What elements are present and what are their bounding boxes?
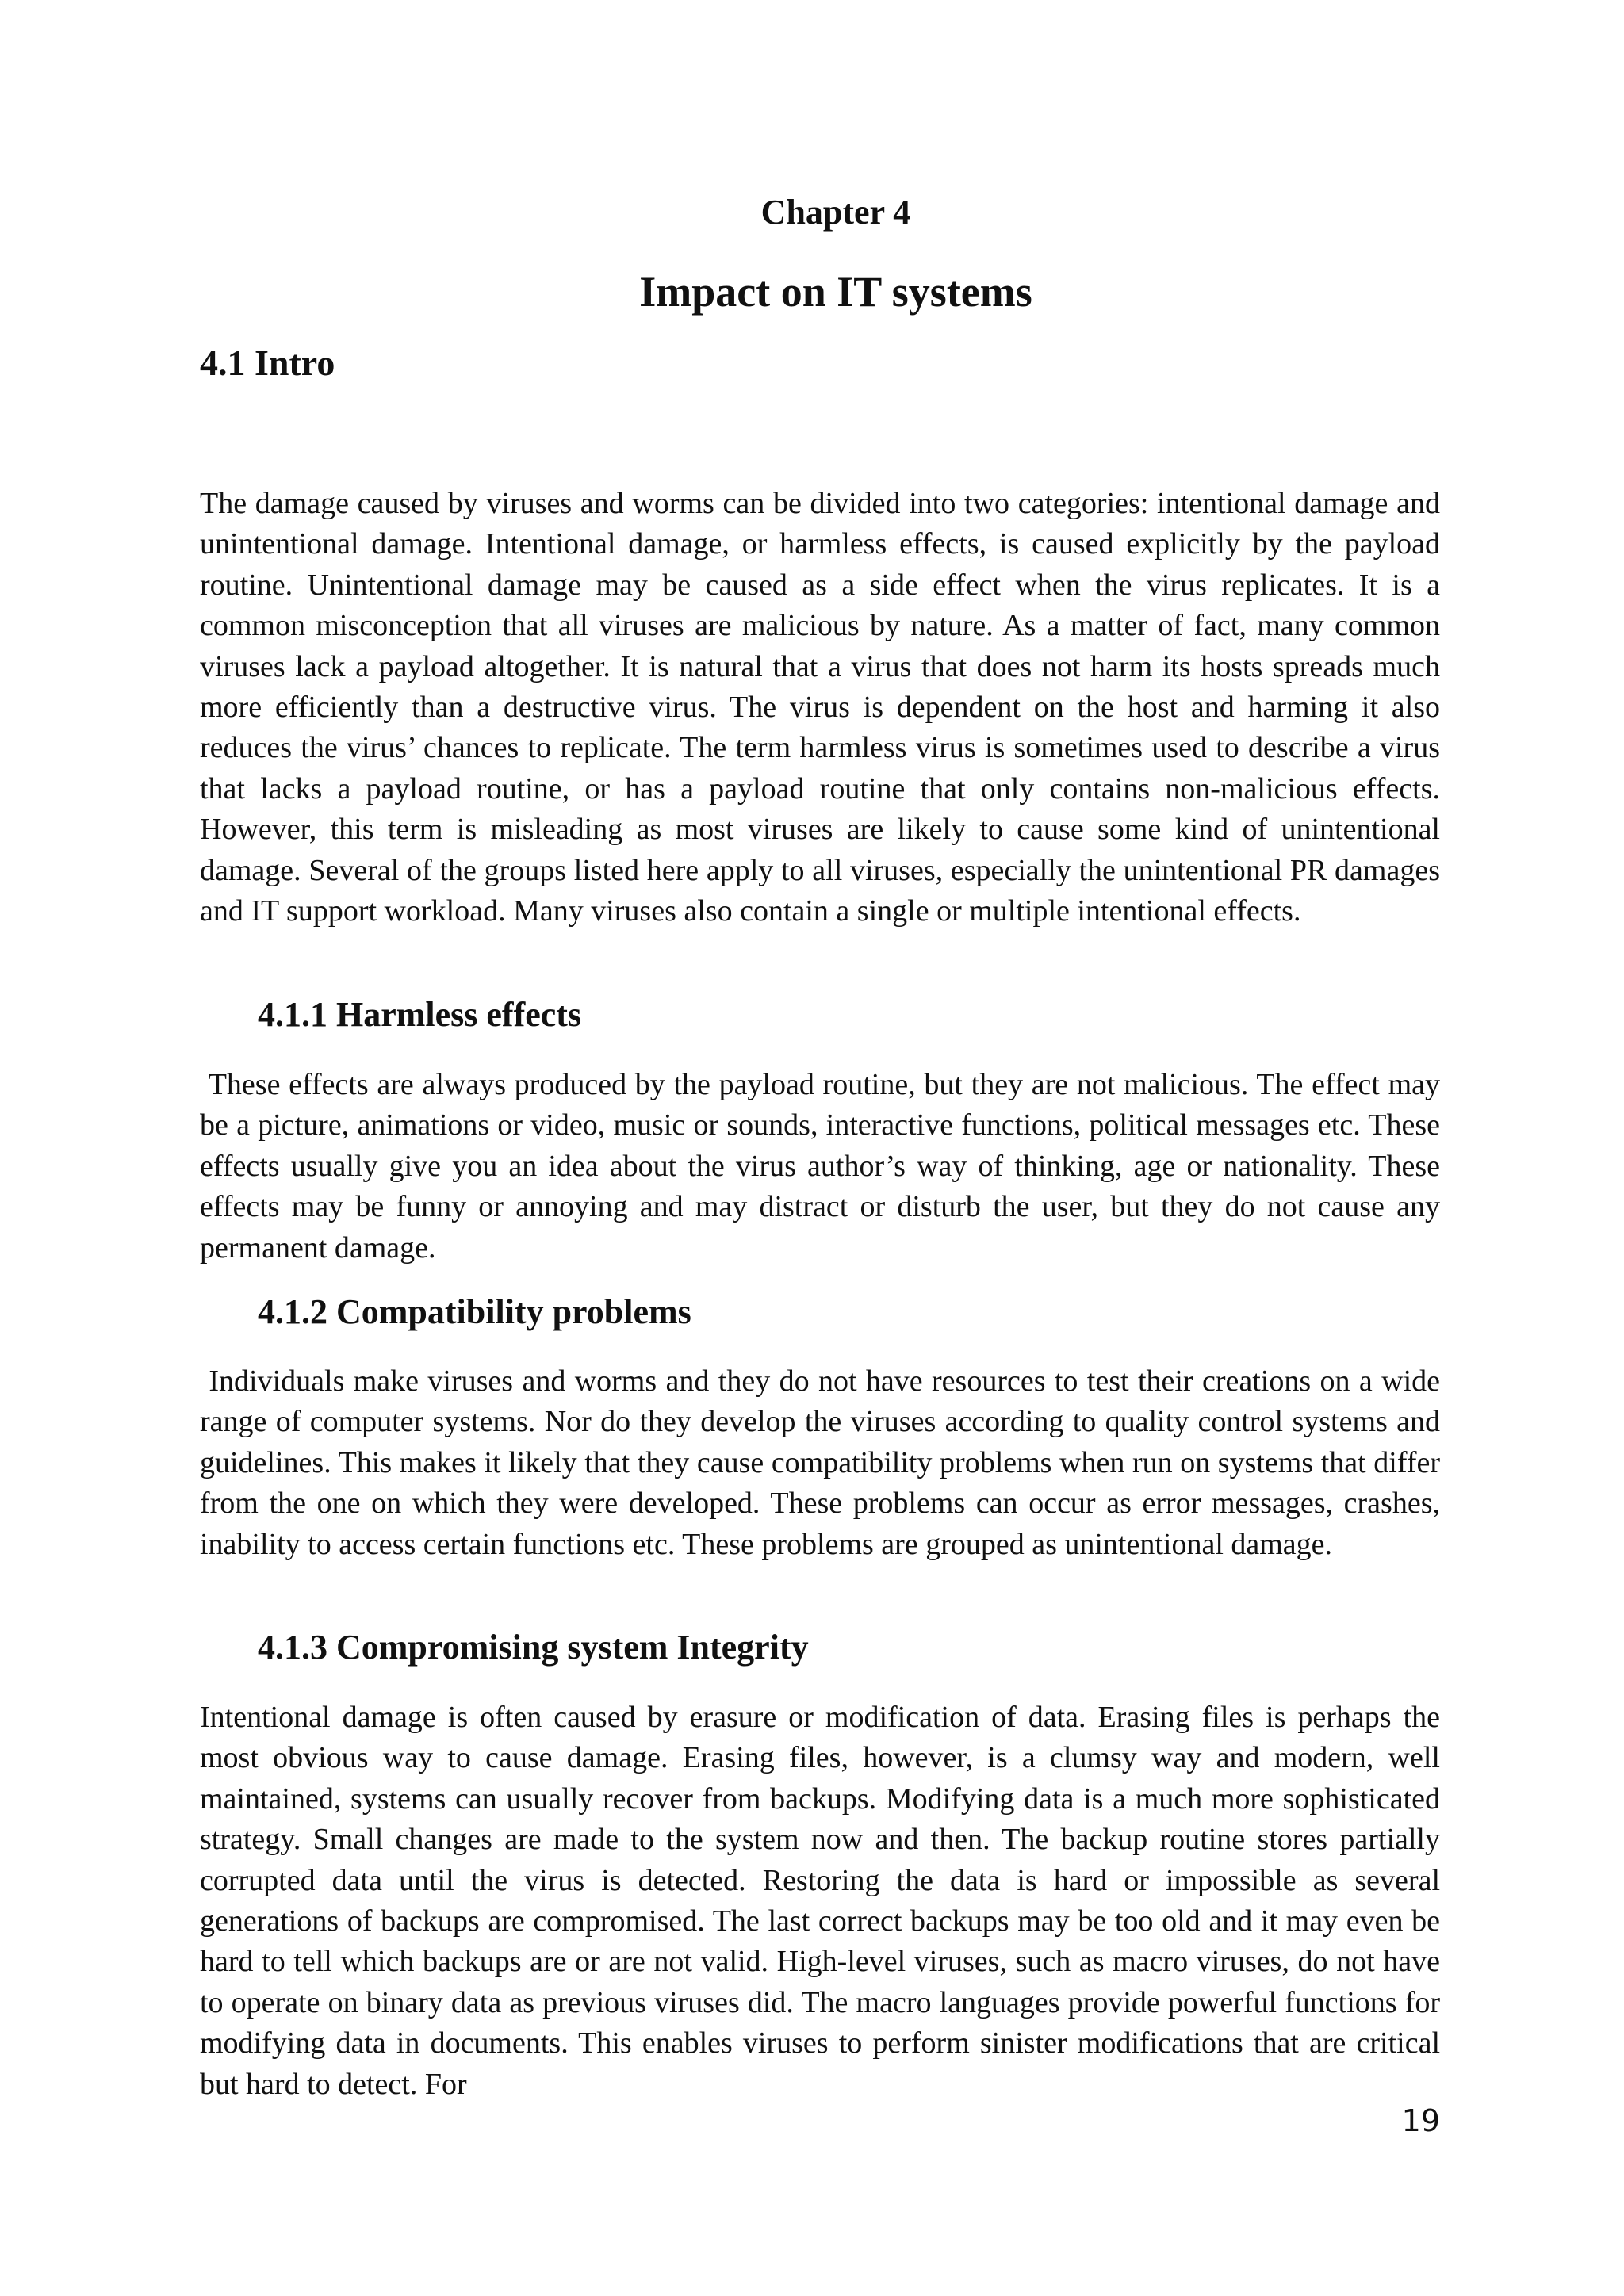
subsection-heading-system-integrity: 4.1.3 Compromising system Integrity (258, 1628, 809, 1667)
harmless-effects-paragraph: These effects are always produced by the payload routine, but they are not malicious. The effect may be a picture, animations or video, music or sounds, interactive functions, political messages etc. These effects usually give you an idea about the virus author’s way of thinking, age or nationality. These effects may be funny or annoying and may distract or disturb the user, but they do not cause any permanent damage. (200, 1068, 1448, 1265)
chapter-title: Impact on IT systems (639, 268, 1032, 316)
subsection-heading-compatibility-problems: 4.1.2 Compatibility problems (258, 1292, 691, 1331)
intro-paragraph: The damage caused by viruses and worms can be divided into two categories: intentional damage and unintentional damage. Intentional damage, or harmless effects, is caused explicitly by the payload routine. Unintentional damage may be caused as a side effect when the virus replicates. It is a common misconception that all viruses are malicious by nature. As a matter of fact, many common viruses lack a payload altogether. It is natural that a virus that does not harm its hosts spreads much more efficiently than a destructive virus. The virus is dependent on the host and harming it also reduces the virus’ chances to replicate. The term harmless virus is sometimes used to describe a virus that lacks a payload routine, or has a payload routine that only contains non-malicious effects. However, this term is misleading as most viruses are likely to cause some kind of unintentional damage. Several of the groups listed here apply to all viruses, especially the unintentional PR damages and IT support workload. Many viruses also contain a single or multiple intentional effects. (200, 487, 1440, 928)
page-number: 19 (1401, 2103, 1440, 2138)
section-heading-intro: 4.1 Intro (200, 342, 335, 383)
chapter-label: Chapter 4 (760, 193, 911, 232)
subsection-heading-harmless-effects: 4.1.1 Harmless effects (258, 995, 582, 1034)
system-integrity-paragraph: Intentional damage is often caused by erasure or modification of data. Erasing files is perhaps the most obvious way to cause damage. Erasing files, however, is a clumsy way and modern, well maintained, systems can usually recover from backups. Modifying data is a much more sophisticated strategy. Small changes are made to the system now and then. The backup routine stores partially corrupted data until the virus is detected. Restoring the data is hard or impossible as several generations of backups are compromised. The last correct backups may be too old and it may even be hard to tell which backups are or are not valid. High-level viruses, such as macro viruses, do not have to operate on binary data as previous viruses did. The macro languages provide powerful functions for modifying data in documents. This enables viruses to perform sinister modifications that are critical but hard to detect. For (200, 1701, 1440, 2101)
compatibility-problems-paragraph: Individuals make viruses and worms and they do not have resources to test their creations on a wide range of computer systems. Nor do they develop the viruses according to quality control systems and guidelines. This makes it likely that they cause compatibility problems when run on systems that differ from the one on which they were developed. These problems can occur as error messages, crashes, inability to access certain functions etc. These problems are grouped as unintentional damage. (200, 1364, 1448, 1561)
